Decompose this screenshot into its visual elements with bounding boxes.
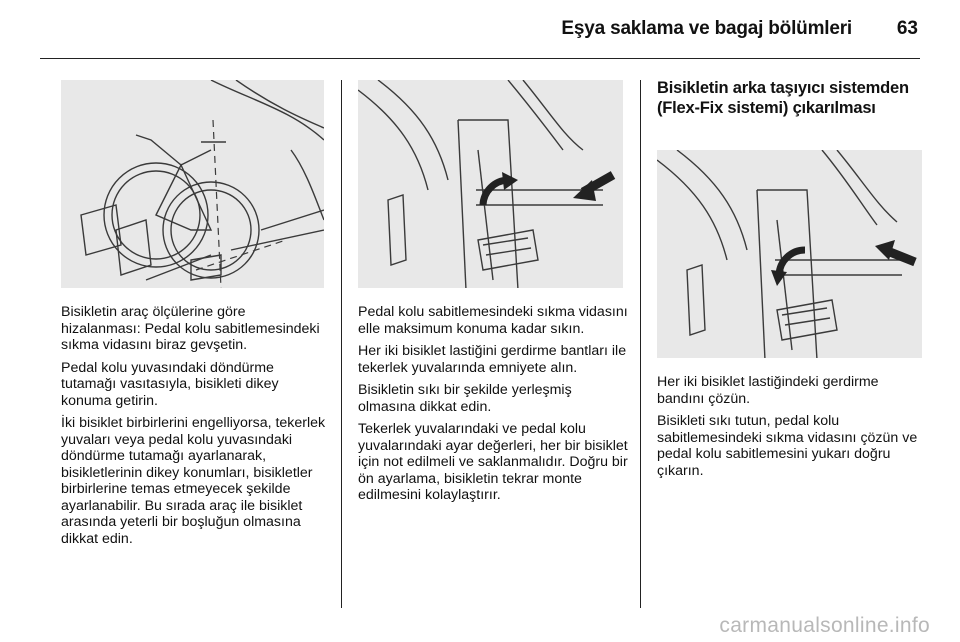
header-divider bbox=[40, 58, 920, 59]
left-column-text bbox=[61, 304, 329, 553]
middle-paragraph-2: Her iki bisiklet lastiğini gerdirme bantları ile tekerlek yuvalarında emniyete alın. bbox=[358, 343, 627, 376]
right-paragraph-1: Her iki bisiklet lastiğindeki gerdirme bandını çözün. bbox=[657, 374, 879, 407]
illustration-pedal-arm-tighten bbox=[358, 80, 623, 288]
illustration-bike-on-carrier bbox=[61, 80, 324, 288]
middle-column-text bbox=[358, 304, 628, 510]
column-divider-1 bbox=[341, 80, 342, 608]
middle-paragraph-1: Pedal kolu sabitlemesindeki sıkma vidasını elle maksimum konuma kadar sıkın. bbox=[358, 304, 628, 337]
bike-carrier-drawing bbox=[61, 80, 324, 288]
left-paragraph-3: İki bisiklet birbirlerini engelliyorsa, tekerlek yuvaları veya pedal kolu yuvasındaki döndürme tutamağı ayarlanarak, bisikletlerinin dikey konumları, bisikletler birbirlerine temas etmeyecek şekilde ayarlanabilir. Bu sırada araç ile bisiklet arasında yeterli bir boşluğun olmasına dikkat edin. bbox=[61, 415, 326, 547]
left-paragraph-2: Pedal kolu yuvasındaki döndürme tutamağı vasıtasıyla, bisikleti dikey konuma getirin. bbox=[61, 359, 279, 409]
page-number: 63 bbox=[896, 18, 918, 39]
pedal-arm-release-drawing bbox=[657, 150, 922, 358]
pedal-arm-drawing bbox=[358, 80, 623, 288]
right-column-text bbox=[657, 374, 922, 485]
column-divider-2 bbox=[640, 80, 641, 608]
illustration-pedal-arm-release bbox=[657, 150, 922, 358]
middle-paragraph-4: Tekerlek yuvalarındaki ve pedal kolu yuvalarındaki ayar değerleri, her bir bisiklet için not edilmeli ve saklanmalıdır. Doğru bir ön ayarlama, bisikletin tekrar monte edilmesini kolaylaştırır. bbox=[358, 421, 628, 503]
section-heading-removal: Bisikletin arka taşıyıcı sistemden (Flex-Fix sistemi) çıkarılması bbox=[657, 79, 909, 117]
middle-paragraph-3: Bisikletin sıkı bir şekilde yerleşmiş olmasına dikkat edin. bbox=[358, 382, 572, 415]
page-header-title: Eşya saklama ve bagaj bölümleri bbox=[561, 18, 852, 39]
watermark: carmanualsonline.info bbox=[719, 614, 930, 637]
left-paragraph-1: Bisikletin araç ölçülerine göre hizalanması: Pedal kolu sabitlemesindeki sıkma vidasını biraz gevşetin. bbox=[61, 304, 320, 353]
right-paragraph-2: Bisikleti sıkı tutun, pedal kolu sabitlemesindeki sıkma vidasını çözün ve pedal kolu sabitlemesini yukarı doğru çıkarın. bbox=[657, 413, 918, 479]
